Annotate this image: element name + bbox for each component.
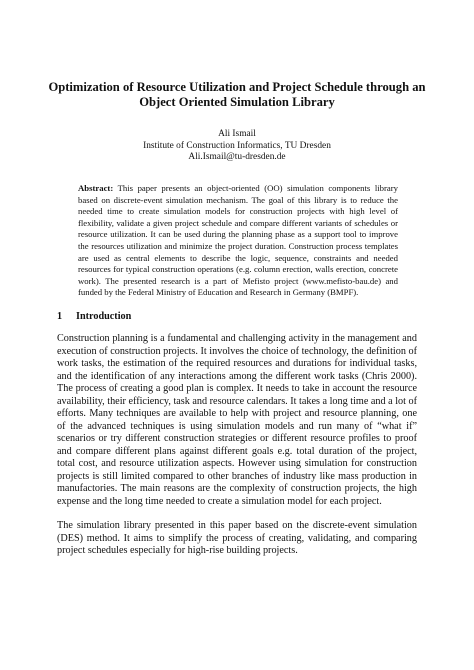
paper-title: Optimization of Resource Utilization and Project Schedule through an Object Oriented Simulation Library: [48, 80, 426, 109]
body-paragraph: Construction planning is a fundamental and challenging activity in the management and execution of construction projects. It involves the choice of technology, the definition of work tasks, the estimation of the required resources and durations for individual tasks, and the identification of any interactions among the different work tasks (Chris 2000). The process of creating a good plan is complex. It needs to take in account the resource availability, their efficiency, task and resource calendars. It takes a long time and a lot of efforts. Many techniques are available to help with project and resource planning, one of the advanced techniques is using simulation models and run many of “what if” scenarios or try different construction strategies or different resource profiles to proof and compare different plans against different goals e.g. total duration of the project, total cost, and resource utilization aspects. However using simulation for construction projects is still limited compared to other branches of industry like mass production in manufactories. The main reasons are the complexity of construction projects, the high expense and the long time needed to create a simulation model for each project.: [57, 333, 418, 507]
section-heading: [57, 311, 417, 323]
author-email: Ali.Ismail@tu-dresden.de: [188, 152, 286, 162]
section-title: Introduction: [76, 311, 132, 322]
abstract: [78, 183, 398, 299]
author-affiliation: Institute of Construction Informatics, TU Dresden: [143, 140, 331, 151]
abstract-label: Abstract:: [78, 183, 114, 193]
author-block: [40, 129, 434, 164]
abstract-text: This paper presents an object-oriented (OO) simulation components library based on discrete-event simulation mechanism. The goal of this library is to reduce the needed time to create simulation models for construction projects with high level of flexibility, validate a given project schedule and compare different variants of schedules or resource utilization. It can be used during the planning phase as a support tool to improve the resources utilization and minimize the project duration. Construction process templates are used as central elements to describe the logic, sequence, constraints and needed resources for typical construction operations (e.g. column erection, walls erection, concrete work). The presented research is a part of Mefisto project (www.mefisto-bau.de) and funded by the Federal Ministry of Education and Research in Germany (BMPF).: [78, 183, 398, 298]
author-name: Ali Ismail: [218, 129, 256, 139]
section-number: 1: [57, 311, 63, 322]
body-paragraph: The simulation library presented in this paper based on the discrete-event simulation (DES) method. It aims to simplify the process of creating, validating, and comparing project schedules especially for high-rise building projects.: [57, 520, 417, 556]
